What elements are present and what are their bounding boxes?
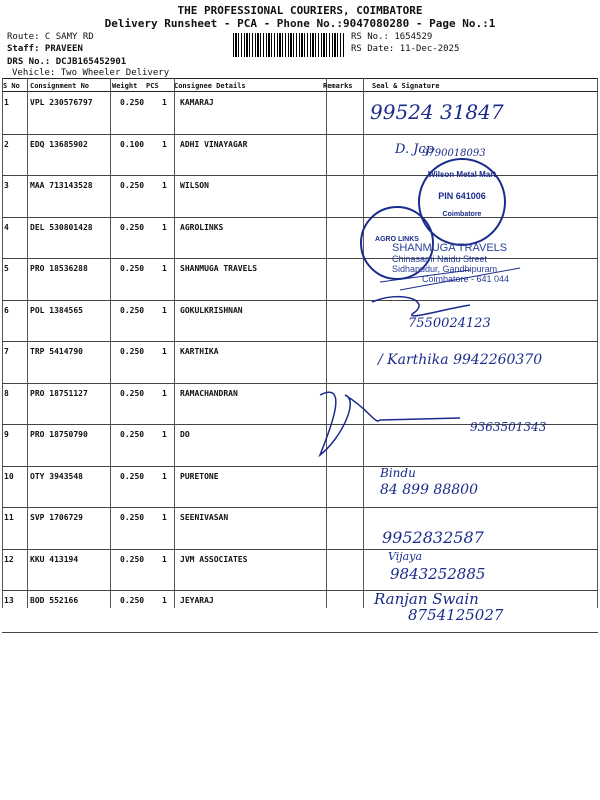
row-pcs: 1 <box>162 264 167 273</box>
row-pcs: 1 <box>162 554 167 564</box>
row-sno: 9 <box>4 430 9 439</box>
wilson-stamp-name: Wilson Metal Mart <box>428 170 496 179</box>
row-weight: 0.250 <box>120 554 145 564</box>
row-consignee: SEENIVASAN <box>180 513 229 522</box>
row-consignment: EDQ 13685902 <box>30 139 88 149</box>
row-sno: 4 <box>4 222 9 232</box>
row-pcs: 1 <box>162 388 167 398</box>
row-consignee: DO <box>180 430 190 439</box>
row-consignment: OTY 3943548 <box>30 471 83 481</box>
row-sno: 1 <box>4 98 9 107</box>
row-consignee: AGROLINKS <box>180 222 224 232</box>
signature-row10-name: Bindu <box>380 466 416 480</box>
signature-row10-phone: 84 899 88800 <box>380 482 478 498</box>
row-consignment: VPL 230576797 <box>30 98 93 107</box>
row-sno: 13 <box>4 596 14 605</box>
col-header-sno: S No <box>3 82 20 90</box>
row-weight: 0.250 <box>120 430 145 439</box>
rs-number: RS No.: 1654529 <box>351 32 433 42</box>
row-consignment: DEL 530801428 <box>30 222 93 232</box>
row-sno: 7 <box>4 347 9 356</box>
row-weight: 0.250 <box>120 347 145 356</box>
row-consignment: MAA 713143528 <box>30 181 93 190</box>
row-weight: 0.250 <box>120 305 145 315</box>
wilson-stamp-city: Coimbatore <box>442 211 482 218</box>
signature-row9: 9363501343 <box>470 420 547 434</box>
col-header-consignee: Consignee Details <box>174 82 246 90</box>
row-consignment: POL 1384565 <box>30 305 83 315</box>
wilson-stamp-pin: PIN 641006 <box>438 191 486 201</box>
shanmuga-stamp-city: Coimbatore - 641 044 <box>422 274 510 284</box>
row-weight: 0.250 <box>120 181 145 190</box>
row-consignee: GOKULKRISHNAN <box>180 305 243 315</box>
row-consignment: SVP 1706729 <box>30 513 83 522</box>
signature-row1: 99524 31847 <box>370 100 504 124</box>
signature-row12-name: Vijaya <box>388 550 423 563</box>
shanmuga-stamp-addr2: Sidhapudur, Gandhipuram <box>392 264 498 274</box>
row-consignment: BOD 552166 <box>30 596 79 605</box>
row-consignee: ADHI VINAYAGAR <box>180 139 248 149</box>
row-pcs: 1 <box>162 305 167 315</box>
row-pcs: 1 <box>162 430 167 439</box>
row-pcs: 1 <box>162 471 167 481</box>
signature-row12-phone: 9843252885 <box>390 565 486 583</box>
row-consignment: PRO 18751127 <box>30 388 88 398</box>
drs-number: DRS No.: DCJB165452901 <box>7 57 127 67</box>
row-consignment: PRO 18536288 <box>30 264 88 273</box>
row-consignee: KAMARAJ <box>180 98 214 107</box>
rs-date: RS Date: 11-Dec-2025 <box>351 44 460 54</box>
row-consignee: JVM ASSOCIATES <box>180 554 248 564</box>
row-pcs: 1 <box>162 139 167 149</box>
row-weight: 0.250 <box>120 471 145 481</box>
shanmuga-stamp-addr1: Chinasami Naidu Street <box>392 254 488 264</box>
row-sno: 12 <box>4 554 14 564</box>
row-sno: 11 <box>4 513 14 522</box>
vehicle-label: Vehicle: Two Wheeler Delivery <box>12 68 170 78</box>
col-header-seal: Seal & Signature <box>372 82 440 90</box>
row-consignee: KARTHIKA <box>180 347 219 356</box>
row-consignee: WILSON <box>180 181 209 190</box>
row-pcs: 1 <box>162 513 167 522</box>
staff-label: Staff: PRAVEEN <box>7 44 83 54</box>
row-sno: 10 <box>4 471 14 481</box>
row-sno: 2 <box>4 139 9 149</box>
col-header-remarks: Remarks <box>323 82 353 90</box>
signature-row13-phone: 8754125027 <box>408 606 504 624</box>
signature-row6: 7550024123 <box>408 316 491 331</box>
row-consignment: KKU 413194 <box>30 554 79 564</box>
row-pcs: 1 <box>162 98 167 107</box>
shanmuga-stamp-name: SHANMUGA TRAVELS <box>392 242 508 254</box>
row-weight: 0.250 <box>120 513 145 522</box>
signature-row13-name: Ranjan Swain <box>374 590 479 608</box>
signature-row2-phone: 9790018093 <box>422 148 486 159</box>
row-weight: 0.250 <box>120 222 145 232</box>
row-consignee: SHANMUGA TRAVELS <box>180 264 258 273</box>
signature-row2-name: D. Jcp <box>395 142 435 157</box>
row-sno: 5 <box>4 264 9 273</box>
row-pcs: 1 <box>162 181 167 190</box>
row-pcs: 1 <box>162 596 167 605</box>
agrolinks-stamp-text: AGRO LINKS <box>375 236 419 243</box>
row-consignee: PURETONE <box>180 471 219 481</box>
row-sno: 8 <box>4 388 9 398</box>
row-sno: 6 <box>4 305 9 315</box>
signature-row11: 9952832587 <box>382 528 484 547</box>
row-weight: 0.100 <box>120 139 145 149</box>
row-weight: 0.250 <box>120 388 145 398</box>
col-header-weight: Weight <box>112 82 138 90</box>
row-consignee: JEYARAJ <box>180 596 214 605</box>
row-consignment: PRO 18750790 <box>30 430 88 439</box>
company-title: THE PROFESSIONAL COURIERS, COIMBATORE <box>177 4 423 17</box>
col-header-consignment: Consignment No <box>30 82 90 90</box>
row-weight: 0.250 <box>120 264 145 273</box>
row-weight: 0.250 <box>120 596 145 605</box>
row-pcs: 1 <box>162 222 167 232</box>
row-consignee: RAMACHANDRAN <box>180 388 238 398</box>
col-header-pcs: PCS <box>146 82 159 90</box>
row-weight: 0.250 <box>120 98 145 107</box>
row-consignment: TRP 5414790 <box>30 347 83 356</box>
row-sno: 3 <box>4 181 9 190</box>
route-label: Route: C SAMY RD <box>7 32 94 42</box>
runsheet-subtitle: Delivery Runsheet - PCA - Phone No.:9047080280 - Page No.:1 <box>104 17 496 30</box>
row-pcs: 1 <box>162 347 167 356</box>
signature-row7: / Karthika 9942260370 <box>378 352 543 368</box>
